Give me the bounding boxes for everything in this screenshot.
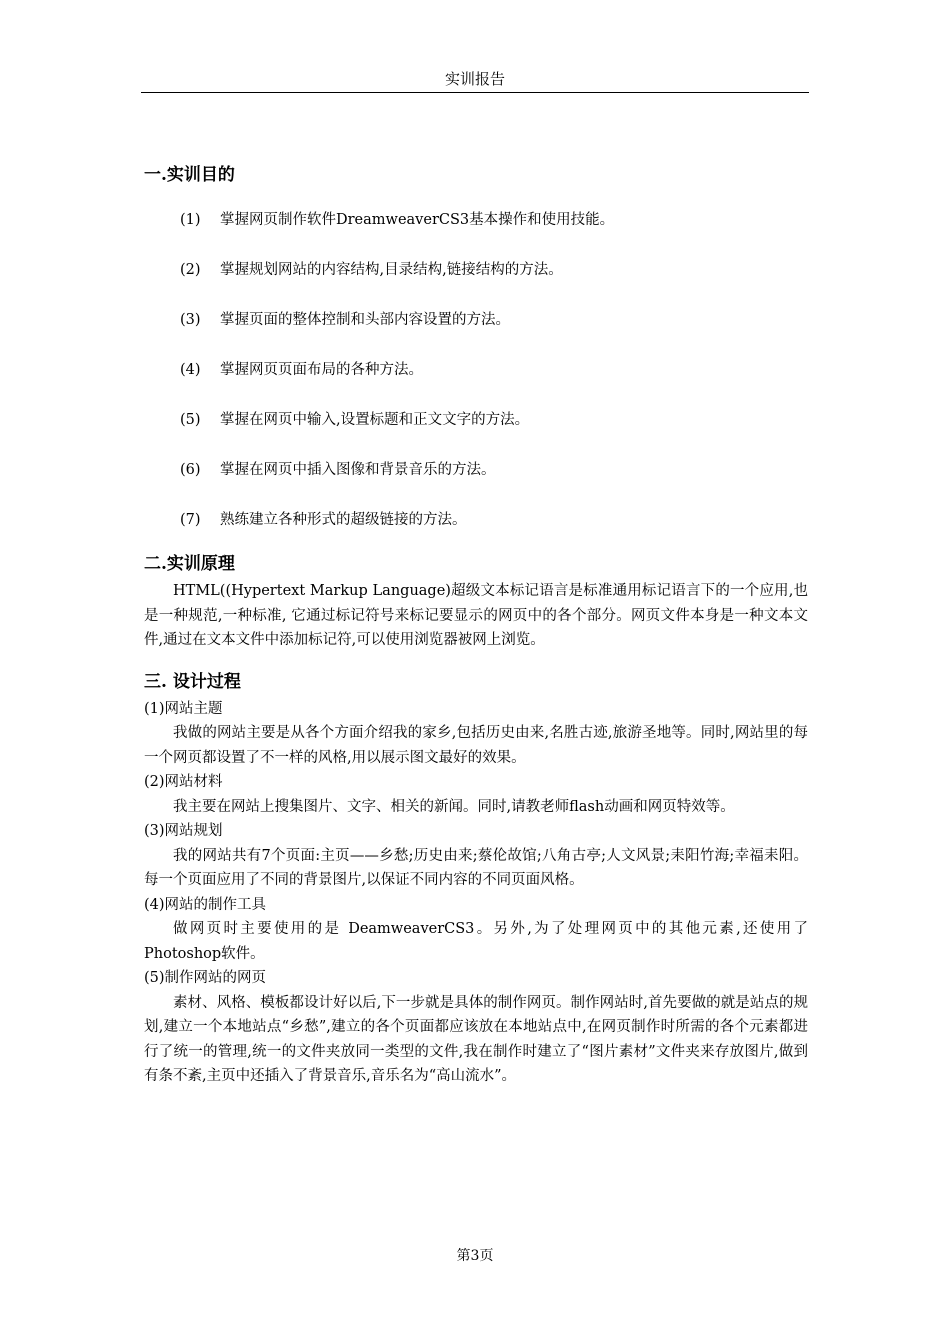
objectives-list: [144, 195, 808, 545]
list-item: [144, 395, 808, 445]
section3-heading: 三. 设计过程: [144, 671, 241, 692]
document-body: [144, 160, 808, 1089]
item-text: 掌握网页制作软件DreamweaverCS3基本操作和使用技能。: [220, 212, 615, 228]
item-number: (1): [180, 212, 201, 228]
subsection-title: (4)网站的制作工具: [144, 896, 267, 913]
item-text: 掌握在网页中插入图像和背景音乐的方法。: [220, 462, 496, 478]
list-item: [144, 195, 808, 245]
item-number: (7): [180, 512, 201, 528]
section2-body: HTML((Hypertext Markup Language)超级文本标记语言是标准通用标记语言下的一个应用,也是一种规范,一种标准, 它通过标记符号来标记要显示的网页中的各个部分。网页文件本身是一种文本文件,通过在文本文件中添加标记符,可以使用浏览器被网上浏览。: [144, 583, 808, 648]
subsection-title: (1)网站主题: [144, 700, 223, 717]
subsection-body: 做网页时主要使用的是 DeamweaverCS3。另外,为了处理网页中的其他元素,还使用了Photoshop软件。: [144, 921, 808, 962]
section1-heading: 一.实训目的: [144, 165, 235, 185]
list-item: [144, 245, 808, 295]
subsection-title: (3)网站规划: [144, 823, 223, 839]
page-header: [141, 66, 809, 93]
subsection-title: (2)网站材料: [144, 774, 223, 790]
section2-heading: 二.实训原理: [144, 554, 235, 574]
item-text: 掌握在网页中输入,设置标题和正文文字的方法。: [220, 412, 530, 428]
list-item: [144, 295, 808, 345]
item-number: (5): [180, 412, 201, 428]
item-text: 掌握规划网站的内容结构,目录结构,链接结构的方法。: [220, 262, 563, 278]
item-number: (6): [180, 462, 201, 478]
page-number: 第3页: [456, 1248, 494, 1264]
list-item: [144, 345, 808, 395]
item-text: 熟练建立各种形式的超级链接的方法。: [220, 512, 467, 528]
subsection-body: 我主要在网站上搜集图片、文字、相关的新闻。同时,请教老师flash动画和网页特效等。: [173, 798, 735, 815]
subsection-body: 我做的网站主要是从各个方面介绍我的家乡,包括历史由来,名胜古迹,旅游圣地等。同时,网站里的每一个网页都设置了不一样的风格,用以展示图文最好的效果。: [144, 725, 808, 766]
subsection-body: 素材、风格、模板都设计好以后,下一步就是具体的制作网页。制作网站时,首先要做的就是站点的规划,建立一个本地站点“乡愁”,建立的各个页面都应该放在本地站点中,在网页制作时所需的各个元素都进行了统一的管理,统一的文件夹放同一类型的文件,我在制作时建立了“图片素材”文件夹来存放图片,做到有条不紊,主页中还插入了背景音乐,音乐名为“高山流水”。: [144, 994, 808, 1084]
subsection-body: 我的网站共有7个页面:主页——乡愁;历史由来;蔡伦故馆;八角古亭;人文风景;耒阳竹海;幸福耒阳。每一个页面应用了不同的背景图片,以保证不同内容的不同页面风格。: [144, 847, 808, 888]
list-item: [144, 445, 808, 495]
list-item: [144, 495, 808, 545]
subsection-title: (5)制作网站的网页: [144, 970, 267, 986]
item-number: (2): [180, 262, 201, 278]
item-number: (3): [180, 312, 201, 328]
item-number: (4): [180, 362, 201, 378]
page-footer: [0, 1244, 950, 1268]
item-text: 掌握页面的整体控制和头部内容设置的方法。: [220, 312, 510, 328]
header-title: 实训报告: [444, 70, 505, 88]
item-text: 掌握网页页面布局的各种方法。: [220, 362, 423, 378]
